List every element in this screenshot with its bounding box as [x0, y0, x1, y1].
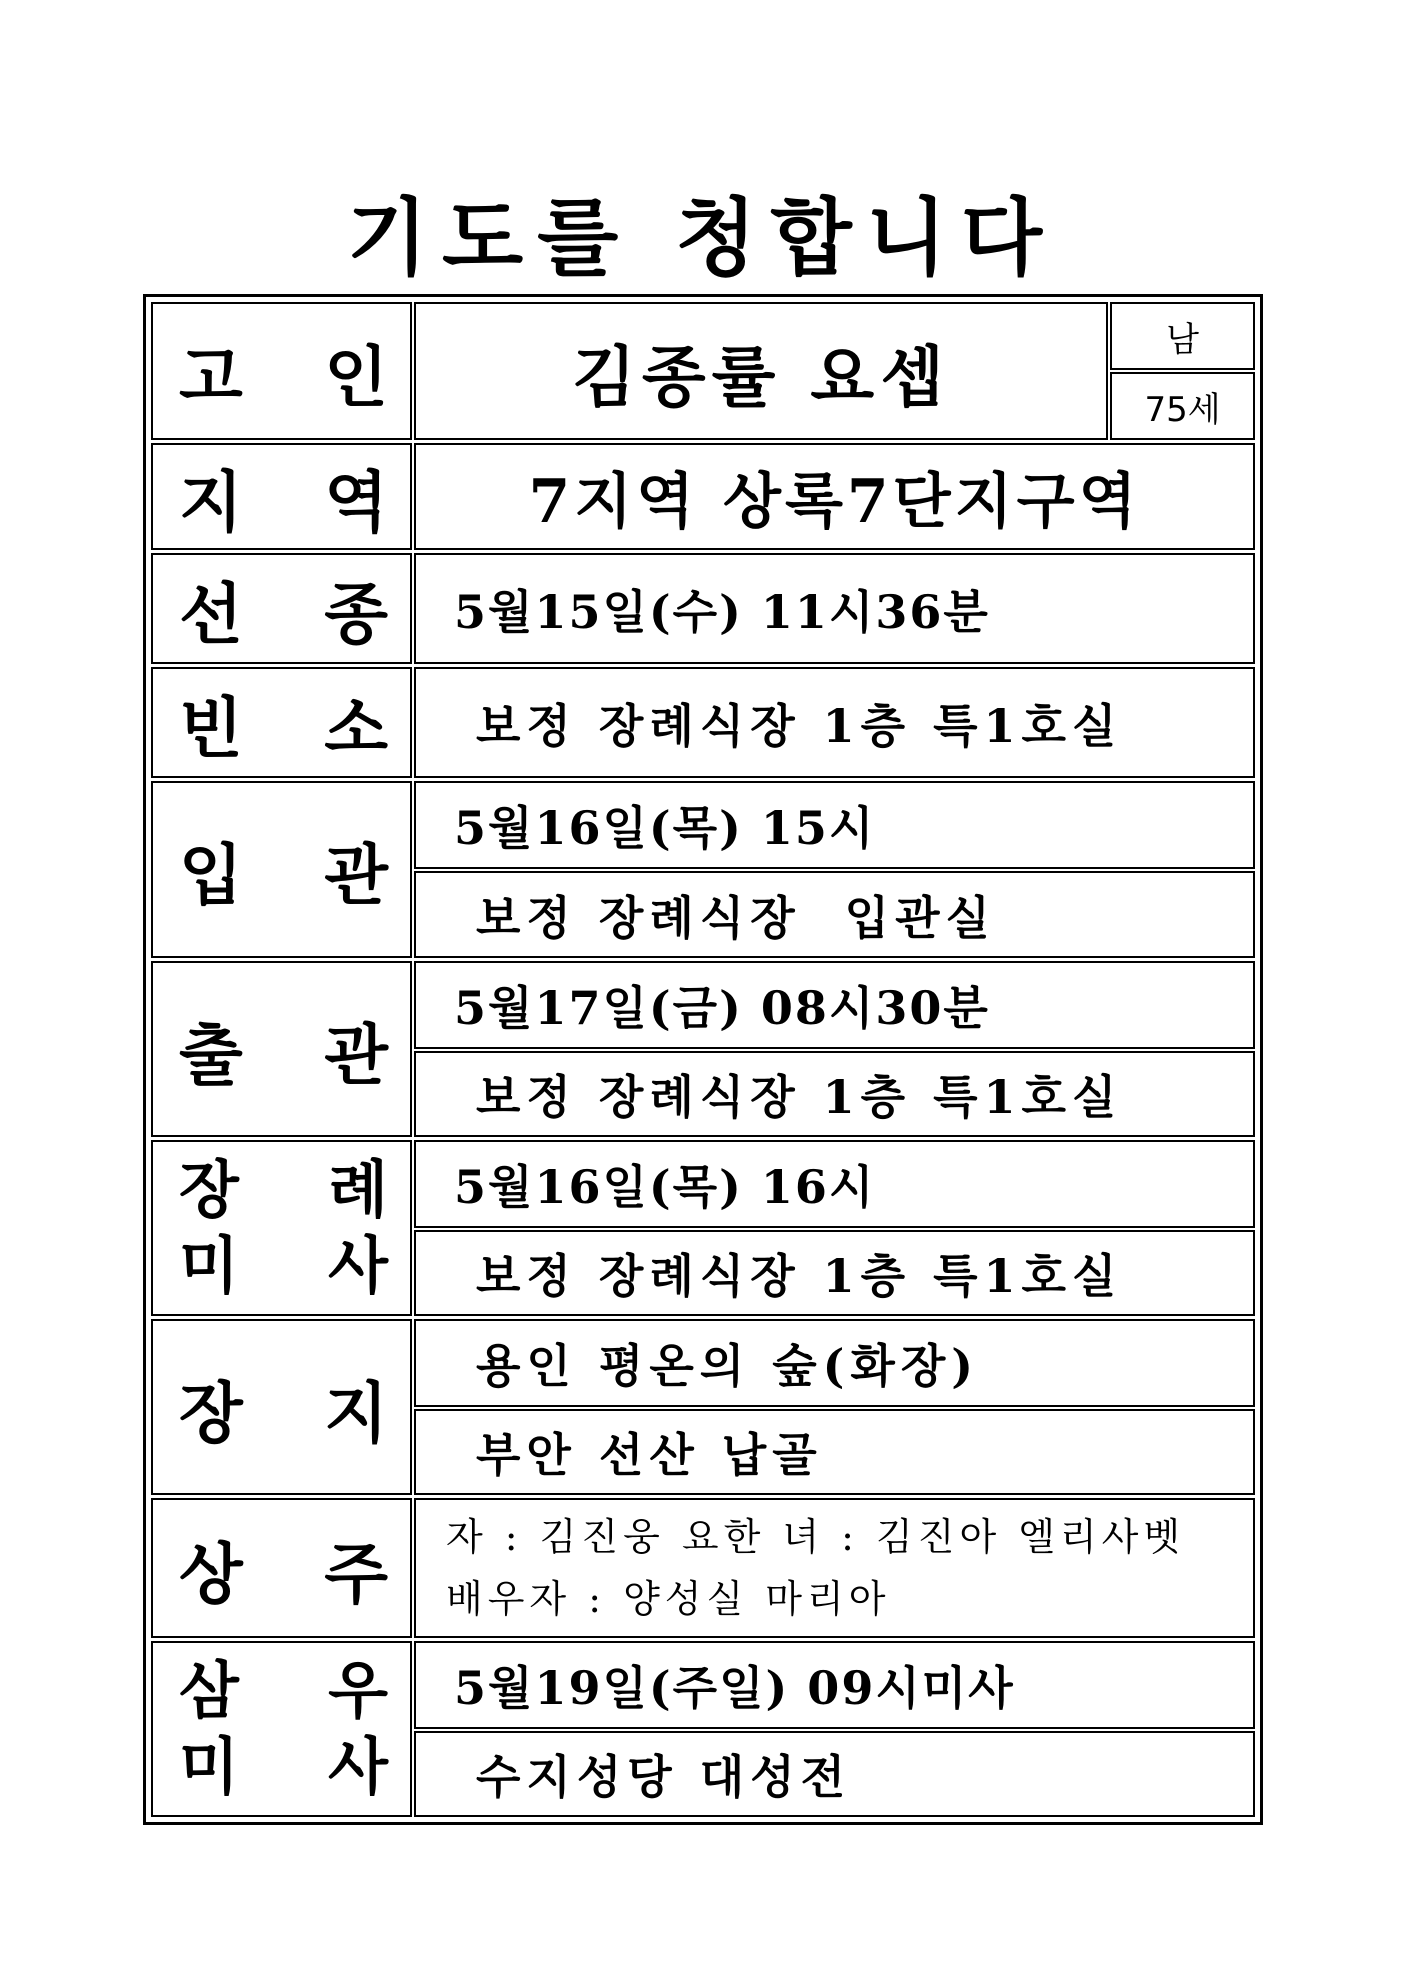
burial-label	[151, 1319, 412, 1495]
deceased-age: 75세	[1110, 372, 1255, 440]
funeral-mass-label-line-2	[179, 1228, 388, 1304]
death-value: 5월15일(수) 11시36분	[414, 553, 1255, 664]
region-label-1: 지	[179, 463, 243, 541]
deceased-label	[151, 302, 412, 440]
mortuary-label-2: 소	[324, 689, 388, 767]
notice-table	[143, 294, 1263, 1825]
encoffining-time: 5월16일(목) 15시	[414, 781, 1255, 869]
chief-mourners-line-1: 자 : 김진웅 요한 녀 : 김진아 엘리사벳	[446, 1515, 1186, 1559]
deceased-gender: 남	[1110, 302, 1255, 370]
funeral-mass-label-1a: 장	[179, 1153, 239, 1226]
encoffining-label	[151, 781, 412, 958]
mortuary-label	[151, 667, 412, 778]
funeral-mass-label-line-1	[179, 1152, 388, 1228]
chief-mourners-label-1: 상	[179, 1534, 243, 1613]
funeral-mass-place: 보정 장례식장 1층 특1호실	[414, 1230, 1255, 1316]
funeral-mass-label-2b: 사	[328, 1229, 388, 1302]
mortuary-label-1: 빈	[179, 689, 243, 767]
departure-label	[151, 961, 412, 1137]
deceased-label-1: 고	[179, 337, 243, 416]
deceased-name: 김종률 요셉	[414, 302, 1108, 440]
deceased-label-2: 인	[324, 337, 388, 416]
burial-place-2: 부안 선산 납골	[414, 1409, 1255, 1495]
funeral-mass-label-1b: 례	[328, 1153, 388, 1226]
departure-place: 보정 장례식장 1층 특1호실	[414, 1051, 1255, 1137]
encoffining-place: 보정 장례식장 입관실	[414, 871, 1255, 958]
third-day-mass-label	[151, 1641, 412, 1817]
funeral-mass-label-2a: 미	[179, 1229, 239, 1302]
departure-label-2: 관	[324, 1015, 388, 1094]
mortuary-value: 보정 장례식장 1층 특1호실	[414, 667, 1255, 778]
third-day-mass-label-1a: 삼	[179, 1654, 239, 1727]
chief-mourners-label-2: 주	[324, 1534, 388, 1613]
burial-label-1: 장	[179, 1373, 243, 1452]
encoffining-label-1: 입	[179, 836, 243, 914]
burial-place-1: 용인 평온의 숲(화장)	[414, 1319, 1255, 1407]
third-day-mass-label-1b: 우	[328, 1654, 388, 1727]
third-day-mass-label-2b: 사	[328, 1730, 388, 1803]
death-label-2: 종	[324, 575, 388, 653]
departure-label-1: 출	[179, 1015, 243, 1094]
chief-mourners-line-2: 배우자 : 양성실 마리아	[446, 1577, 891, 1621]
third-day-mass-label-line-1	[179, 1653, 388, 1729]
third-day-mass-place: 수지성당 대성전	[414, 1731, 1255, 1817]
chief-mourners-label	[151, 1498, 412, 1638]
region-label	[151, 443, 412, 550]
third-day-mass-label-line-2	[179, 1729, 388, 1805]
page-title: 기도를 청합니다	[346, 188, 1057, 287]
third-day-mass-label-2a: 미	[179, 1730, 239, 1803]
funeral-mass-label	[151, 1140, 412, 1316]
region-value: 7지역 상록7단지구역	[414, 443, 1255, 550]
encoffining-label-2: 관	[324, 836, 388, 914]
third-day-mass-time: 5월19일(주일) 09시미사	[414, 1641, 1255, 1729]
departure-time: 5월17일(금) 08시30분	[414, 961, 1255, 1049]
region-label-2: 역	[324, 463, 388, 541]
funeral-mass-time: 5월16일(목) 16시	[414, 1140, 1255, 1228]
burial-label-2: 지	[324, 1373, 388, 1452]
death-label-1: 선	[179, 575, 243, 653]
chief-mourners-value	[414, 1498, 1255, 1638]
death-label	[151, 553, 412, 664]
